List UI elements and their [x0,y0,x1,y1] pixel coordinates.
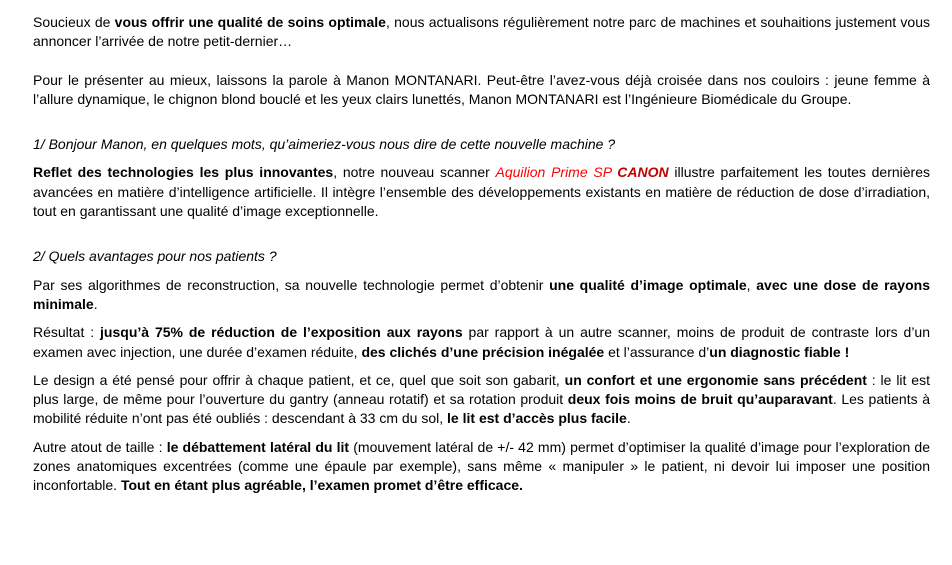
text-run: (mouvement latéral de +/- 42 mm) permet d’optimiser la qualité d’image pour l’exploration de zones anatomiques excentrées (comme une épaule par exemple), sans même « manipuler » le patient, ni devoir lui imposer une position inconfortable. [33,438,930,494]
text-run: , notre nouveau scanner [333,164,496,181]
text-run: Autre atout de taille : [33,438,167,455]
text-run: Résultat : [33,324,101,341]
paragraph-intro [33,13,930,52]
answer-1 [33,163,930,221]
text-run: un diagnostic fiable ! [709,343,850,360]
text-run: Par ses algorithmes de reconstruction, sa nouvelle technologie permet d’obtenir [33,276,550,293]
text-run: le lit est d’accès plus facile [447,410,627,427]
text-run: avec une dose de rayons minimale [33,276,930,312]
text-run: . [93,295,98,312]
text-run: . [626,410,631,427]
text-run: Tout en étant plus agréable, l’examen promet d’être efficace. [120,477,523,494]
text-run: . Les patients à mobilité réduite n’ont pas été oubliés : descendant à 33 cm du sol, [33,391,930,427]
paragraph-presentation [33,71,930,110]
text-run: 2/ Quels avantages pour nos patients ? [33,248,277,265]
text-run: le débattement latéral du lit [166,438,350,455]
text-run: illustre parfaitement les toutes dernières avancées en matière d’intelligence artificielle. Il intègre l’ensemble des développements existants en matière de réduction de dose d’irradiation, tout en garantissant une qualité d’image exceptionnelle. [33,164,931,220]
text-run: Le design a été pensé pour offrir à chaque patient, et ce, quel que soit son gabarit, [33,371,565,388]
paragraph-results [33,323,930,362]
text-run: , nous actualisons régulièrement notre parc de machines et souhaitions justement vous annoncer l’arrivée de notre petit-dernier… [33,14,930,50]
text-run: jusqu’à 75% de réduction de l’exposition aux rayons [100,324,463,341]
question-2 [33,247,930,266]
text-run: deux fois moins de bruit qu’auparavant [567,391,833,408]
text-run: Pour le présenter au mieux, laissons la parole à Manon MONTANARI. Peut-être l’avez-vous déjà croisée dans nos couloirs : jeune femme à l’allure dynamique, le chignon blond bouclé et les yeux clairs lunettés, Manon MONTANARI est l’Ingénieure Biomédicale du Groupe. [33,71,930,107]
text-run: : le lit est plus large, de même pour l’ouverture du gantry (anneau rotatif) et sa rotation produit [33,371,930,408]
text-run: vous offrir une qualité de soins optimale [114,14,386,30]
text-run: 1/ Bonjour Manon, en quelques mots, qu’aimeriez-vous nous dire de cette nouvelle machine ? [33,136,616,153]
text-run: Reflet des technologies les plus innovantes [33,164,334,181]
text-run: et l’assurance d’ [604,343,710,360]
text-run: par rapport à un autre scanner, moins de produit de contraste lors d’un examen avec injection, une durée d’examen réduite, [33,324,931,360]
scanner-name: Aquilion Prime SP [495,164,618,181]
question-1 [33,135,930,154]
text-run: une qualité d’image optimale [549,276,747,293]
text-run: des clichés d’une précision inégalée [361,343,605,360]
paragraph-design [33,371,930,429]
text-run: un confort et une ergonomie sans précédent [564,371,867,388]
brand-name: CANON [617,164,669,181]
paragraph-image-quality [33,276,930,315]
paragraph-lateral-movement [33,438,930,496]
text-run: Soucieux de [33,14,115,30]
text-run: , [746,276,757,293]
